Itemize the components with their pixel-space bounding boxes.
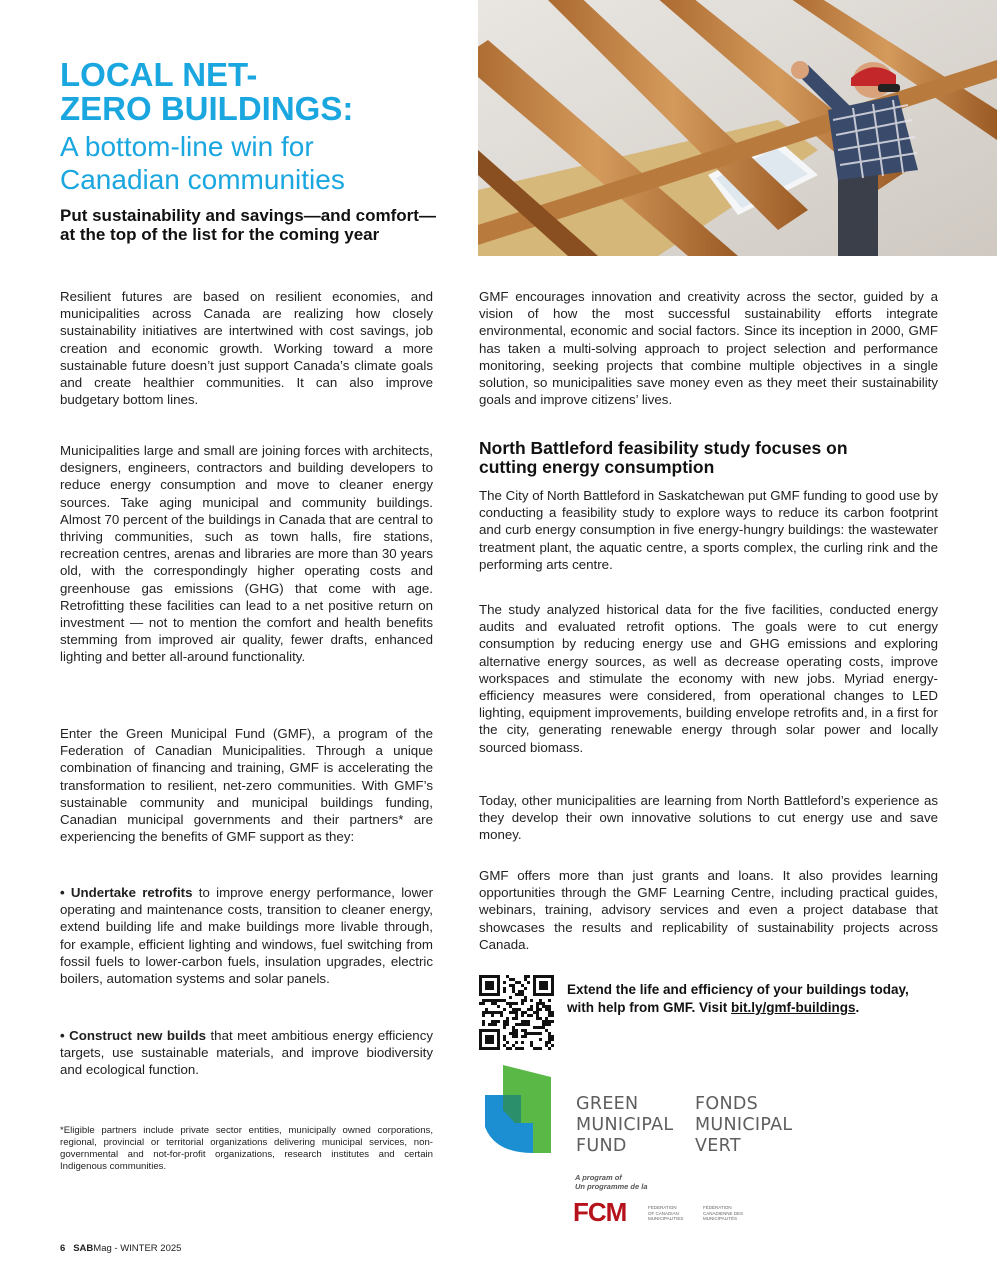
fcm-name-fr <box>703 1205 743 1222</box>
bullet-new-builds-text: that meet ambitious energy efficiency targets, use sustainable materials, and improve biodiversity and ecological function. <box>60 1028 434 1078</box>
cta-end: . <box>855 1000 860 1015</box>
call-to-action <box>567 981 937 1017</box>
logo-fund: FUND <box>576 1136 627 1156</box>
col2-paragraph-2: The City of North Battleford in Saskatchewan put GMF funding to good use by conducting a feasibility study to explore ways to reduce its carbon footprint and curb energy consumption in five energy-hungry buildings: the wastewater treatment plant, the aquatic centre, a sports complex, the curling rink and the performing arts centre. <box>479 488 938 572</box>
fcm-en-line-2: OF CANADIAN <box>648 1210 679 1216</box>
gmf-buildings-link[interactable]: bit.ly/gmf-buildings <box>731 1000 856 1015</box>
col2-paragraph-1: GMF encourages innovation and creativity across the sector, guided by a vision of how the most successful sustainability efforts integrate environmental, economic and social factors. Since its inception in 2000, GMF has taken a multi-solving approach to project selection and performance monitoring, seeking projects that combine multiple objectives in a single solution, so municipalities save money even as they meet their sustainability goals and improve citizens’ lives. <box>479 289 938 408</box>
article-subtitle <box>60 130 460 196</box>
gmf-logo <box>485 1065 815 1245</box>
magazine-issue: Mag - WINTER 2025 <box>93 1243 182 1254</box>
title-line-1: LOCAL NET- <box>60 56 258 93</box>
qr-code[interactable] <box>479 975 554 1050</box>
title-line-2: ZERO BUILDINGS: <box>60 90 354 127</box>
subtitle-line-2: Canadian communities <box>60 164 345 195</box>
col1-paragraph-2: Municipalities large and small are joining forces with architects, designers, engineers, contractors and building developers to reduce energy consumption and move to cleaner energy sources. Take aging municipal and community buildings. Almost 70 percent of the buildings in Canada that are central to thriving communities, such as town halls, fire stations, recreation centres, arenas and libraries are more than 30 years old, with the correspondingly higher operating costs and greenhouse gas emissions (GHG) that come with age. Retrofitting these facilities can lead to a net positive return on investment — not to mention the comfort and health benefits stemming from improved air quality, fewer drafts, enhanced lighting and better all-around functionality. <box>60 443 433 665</box>
fcm-fr-line-1: FÉDÉRATION <box>703 1205 732 1210</box>
col2-paragraph-4: Today, other municipalities are learning from North Battleford’s experience as they develop their own innovative solutions to cut energy use and save money. <box>479 793 938 843</box>
fcm-en-line-3: MUNICIPALITIES <box>648 1216 684 1221</box>
fcm-en-line-1: FEDERATION <box>648 1205 677 1210</box>
fcm-fr-line-2: CANADIENNE DES <box>703 1210 744 1216</box>
fcm-fr-line-3: MUNICIPALITÉS <box>703 1216 738 1221</box>
fcm-name-en <box>648 1205 683 1222</box>
program-of-label <box>575 1173 648 1191</box>
cta-text: Extend the life and efficiency of your buildings today, with help from GMF. Visit <box>567 982 909 1015</box>
col2-paragraph-5: GMF offers more than just grants and loans. It also provides learning opportunities through the GMF Learning Centre, including practical guides, webinars, training, advisory services and even a project database that showcases the results and replicability of sustainability projects across Canada. <box>479 868 938 952</box>
section-heading-north-battleford: North Battleford feasibility study focuses on cutting energy consumption <box>479 438 848 477</box>
bullet-retrofits-text: to improve energy performance, lower operating and maintenance costs, transition to cleaner energy, extend building life and make buildings more livable through, for example, efficient lighting and windows, fuel switching from fossil fuels to lower-carbon fuels, insulation upgrades, electric boilers, automation systems and solar panels. <box>60 885 433 987</box>
program-of-en: A program of <box>575 1173 622 1182</box>
col1-paragraph-3: Enter the Green Municipal Fund (GMF), a program of the Federation of Canadian Municipalities. Through a unique combination of financing and training, GMF is accelerating the transformation to resilient, net-zero communities. With GMF’s sustainable community and municipal buildings funding, Canadian municipal governments and their partners* are experiencing the benefits of GMF support as they: <box>60 726 433 845</box>
page-footer <box>60 1243 181 1254</box>
logo-green: GREEN <box>576 1094 639 1114</box>
gmf-leaf-icon <box>485 1065 555 1160</box>
article-deck: Put sustainability and savings—and comfort—at the top of the list for the coming year <box>60 206 436 244</box>
bullet-retrofits <box>60 884 433 987</box>
page-number: 6 <box>60 1243 66 1254</box>
col2-paragraph-3: The study analyzed historical data for the five facilities, conducted energy audits and evaluated retrofit options. The goals were to cut energy consumption by reducing energy use and GHG emissions and exploring alternative energy sources, as well as decrease operating costs, improve workspaces and stimulate the economy with new jobs. Myriad energy-efficiency measures were considered, from operational changes to LED lighting, equipment improvements, building envelope retrofits and, in a first for the city, generating renewable energy through solar power and locally sourced biomass. <box>479 602 938 755</box>
subtitle-line-1: A bottom-line win for <box>60 131 314 162</box>
footnote: *Eligible partners include private sector entities, municipally owned corporations, regional, provincial or territorial organizations delivering municipal services, non-governmental and not-for-profit organizations, research institutes and certain Indigenous communities. <box>60 1125 433 1172</box>
fcm-wordmark: FCM <box>573 1197 627 1227</box>
bullet-new-builds <box>60 1027 433 1079</box>
program-of-fr: Un programme de la <box>575 1182 648 1191</box>
bullet-new-builds-label: • Construct new builds <box>60 1028 206 1043</box>
bullet-retrofits-label: • Undertake retrofits <box>60 885 193 900</box>
logo-municipal-fr: MUNICIPAL <box>695 1115 793 1135</box>
magazine-name-bold: SAB <box>73 1243 94 1254</box>
col1-paragraph-1: Resilient futures are based on resilient economies, and municipalities across Canada are realizing how closely sustainability initiatives are intertwined with cost savings, job creation and economic growth. Working toward a more sustainable future doesn’t just support Canada’s climate goals and create healthier communities. It can also improve budgetary bottom lines. <box>60 289 433 408</box>
article-title <box>60 58 460 126</box>
attic-insulation-photo <box>478 0 997 256</box>
logo-fonds: FONDS <box>695 1094 759 1114</box>
logo-municipal: MUNICIPAL <box>576 1115 674 1135</box>
logo-vert: VERT <box>695 1136 741 1156</box>
